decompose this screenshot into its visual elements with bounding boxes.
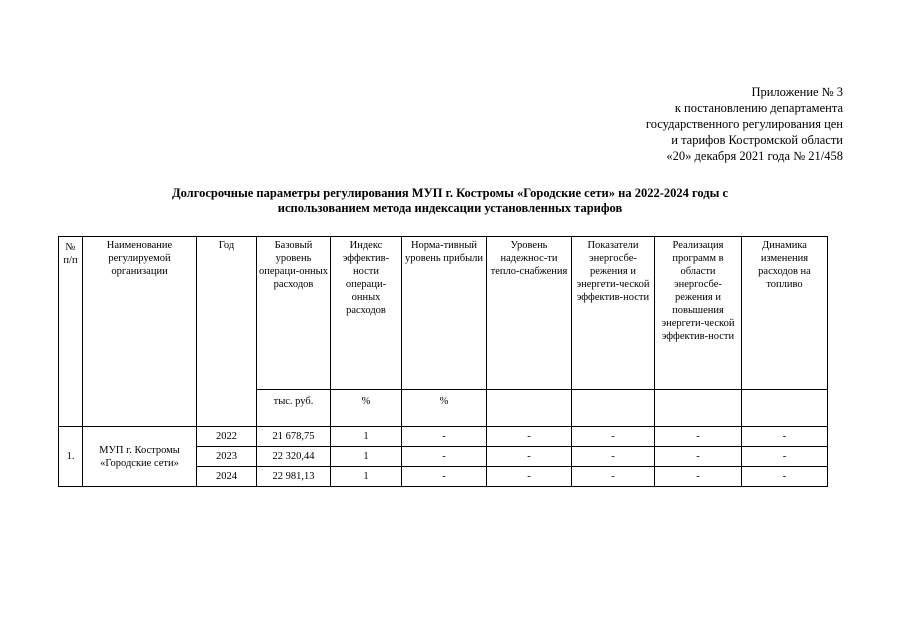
title-line: Долгосрочные параметры регулирования МУП г. Костромы «Городские сети» на 2022-2024 годы с xyxy=(172,186,728,200)
cell-reliability: - xyxy=(487,447,572,467)
appendix-line: Приложение № 3 xyxy=(751,85,843,99)
unit-empty xyxy=(487,390,572,427)
header-org: Наименование регулируемой организации xyxy=(83,237,197,427)
cell-energy: - xyxy=(572,427,655,447)
cell-programs: - xyxy=(655,427,742,447)
cell-reliability: - xyxy=(487,427,572,447)
header-energy-indicators: Показатели энергосбе-режения и энергети-ческой эффектив-ности xyxy=(572,237,655,390)
cell-profit: - xyxy=(402,447,487,467)
header-year: Год xyxy=(197,237,257,427)
row-num: 1. xyxy=(59,427,83,487)
cell-year: 2023 xyxy=(197,447,257,467)
appendix-line: государственного регулирования цен xyxy=(645,117,843,131)
cell-index: 1 xyxy=(331,447,402,467)
cell-base: 21 678,75 xyxy=(257,427,331,447)
header-profit: Норма-тивный уровень прибыли xyxy=(402,237,487,390)
header-base: Базовый уровень операци-онных расходов xyxy=(257,237,331,390)
header-fuel: Динамика изменения расходов на топливо xyxy=(742,237,828,390)
cell-fuel: - xyxy=(742,467,828,487)
cell-index: 1 xyxy=(331,467,402,487)
cell-programs: - xyxy=(655,467,742,487)
cell-index: 1 xyxy=(331,427,402,447)
table-header-row xyxy=(59,237,828,390)
cell-energy: - xyxy=(572,467,655,487)
unit-empty xyxy=(655,390,742,427)
cell-reliability: - xyxy=(487,467,572,487)
table-row xyxy=(59,427,828,447)
cell-year: 2024 xyxy=(197,467,257,487)
cell-base: 22 981,13 xyxy=(257,467,331,487)
appendix-block xyxy=(646,84,843,164)
appendix-line: к постановлению департамента xyxy=(674,101,843,115)
parameters-table xyxy=(58,236,828,487)
cell-year: 2022 xyxy=(197,427,257,447)
unit-profit: % xyxy=(402,390,487,427)
cell-programs: - xyxy=(655,447,742,467)
cell-profit: - xyxy=(402,427,487,447)
header-programs: Реализация программ в области энергосбе-режения и повышения энергети-ческой эффектив-ности xyxy=(655,237,742,390)
row-org: МУП г. Костромы «Городские сети» xyxy=(83,427,197,487)
unit-empty xyxy=(572,390,655,427)
cell-fuel: - xyxy=(742,447,828,467)
cell-fuel: - xyxy=(742,427,828,447)
document-title xyxy=(80,186,820,216)
cell-base: 22 320,44 xyxy=(257,447,331,467)
appendix-line: «20» декабря 2021 года № 21/458 xyxy=(666,149,843,163)
unit-index: % xyxy=(331,390,402,427)
cell-profit: - xyxy=(402,467,487,487)
appendix-line: и тарифов Костромской области xyxy=(671,133,843,147)
unit-base: тыс. руб. xyxy=(257,390,331,427)
header-reliability: Уровень надежнос-ти тепло-снабжения xyxy=(487,237,572,390)
cell-energy: - xyxy=(572,447,655,467)
header-num: № п/п xyxy=(59,237,83,427)
title-line: использованием метода индексации установленных тарифов xyxy=(277,201,623,215)
unit-empty xyxy=(742,390,828,427)
header-index: Индекс эффектив-ности операци-онных расходов xyxy=(331,237,402,390)
